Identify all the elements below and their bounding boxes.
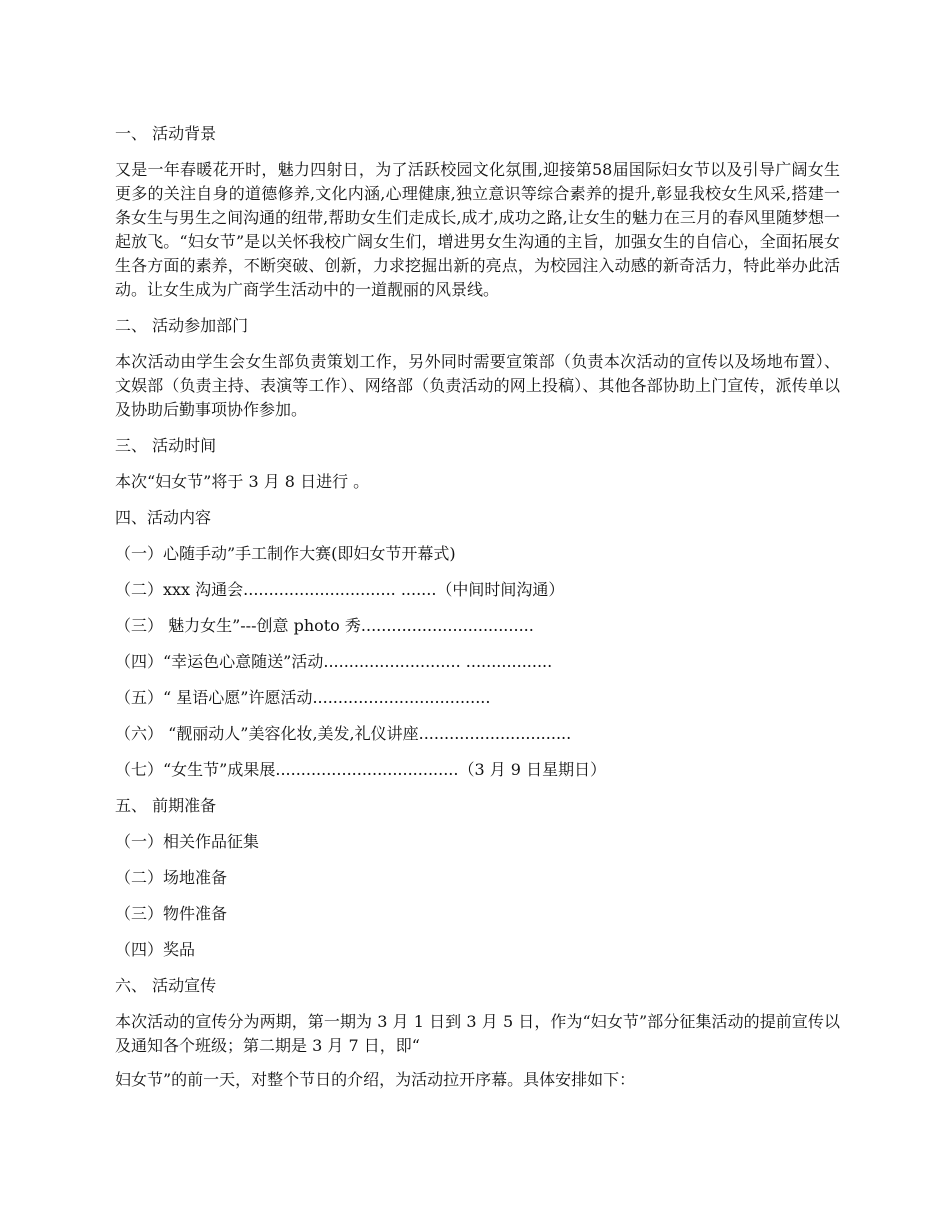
content-item: （四）“幸运色心意随送”活动........................... ................. — [115, 652, 553, 671]
prep-item: （三）物件准备 — [115, 904, 228, 923]
paragraph-time: 本次“妇女节”将于 3 月 8 日进行 。 — [115, 472, 370, 491]
content-item: （三） 魅力女生”---创意 photo 秀.................................. — [115, 616, 534, 635]
content-item: （一）心随手动”手工制作大赛(即妇女节开幕式) — [115, 544, 456, 563]
section-heading-time: 三、 活动时间 — [115, 436, 217, 455]
paragraph-promotion: 本次活动的宣传分为两期，第一期为 3 月 1 日到 3 月 5 日，作为“妇女节”部分征集活动的提前宣传以及通知各个班级；第二期是 3 月 7 日，即“ — [115, 1012, 840, 1055]
content-item: （七）“女生节”成果展....................................（3 月 9 日星期日） — [115, 760, 607, 779]
section-heading-background: 一、 活动背景 — [115, 124, 217, 143]
paragraph-promotion-continued: 妇女节”的前一天，对整个节日的介绍，为活动拉开序幕。具体安排如下： — [115, 1070, 636, 1089]
content-item: （六） “靓丽动人”美容化妆,美发,礼仪讲座.............................. — [115, 724, 572, 743]
section-heading-preparation: 五、 前期准备 — [115, 796, 217, 815]
prep-item: （四）奖品 — [115, 940, 196, 959]
section-heading-content: 四、活动内容 — [115, 508, 212, 527]
content-item: （五）“ 星语心愿”许愿活动................................... — [115, 688, 491, 707]
paragraph-departments: 本次活动由学生会女生部负责策划工作，另外同时需要宣策部（负责本次活动的宣传以及场地布置）、文娱部（负责主持、表演等工作）、网络部（负责活动的网上投稿）、其他各部协助上门宣传，派传单以及协助后勤事项协作参加。 — [115, 352, 840, 419]
section-heading-promotion: 六、 活动宣传 — [115, 976, 217, 995]
prep-item: （二）场地准备 — [115, 868, 228, 887]
section-heading-departments: 二、 活动参加部门 — [115, 316, 249, 335]
paragraph-background: 又是一年春暖花开时，魅力四射日，为了活跃校园文化氛围,迎接第58届国际妇女节以及引导广阔女生更多的关注自身的道德修养,文化内涵,心理健康,独立意识等综合素养的提升,彰显我校女生风采,搭建一条女生与男生之间沟通的纽带,帮助女生们走成长,成才,成功之路,让女生的魅力在三月的春风里随梦想一起放飞。“妇女节”是以关怀我校广阔女生们，增进男女生沟通的主旨，加强女生的自信心，全面拓展女生各方面的素养，不断突破、创新，力求挖掘出新的亮点，为校园注入动感的新奇活力，特此举办此活动。让女生成为广商学生活动中的一道靓丽的风景线。 — [115, 160, 840, 299]
prep-item: （一）相关作品征集 — [115, 832, 260, 851]
content-item: （二）xxx 沟通会.............................. .......（中间时间沟通） — [115, 580, 565, 599]
document-body — [115, 122, 840, 1104]
